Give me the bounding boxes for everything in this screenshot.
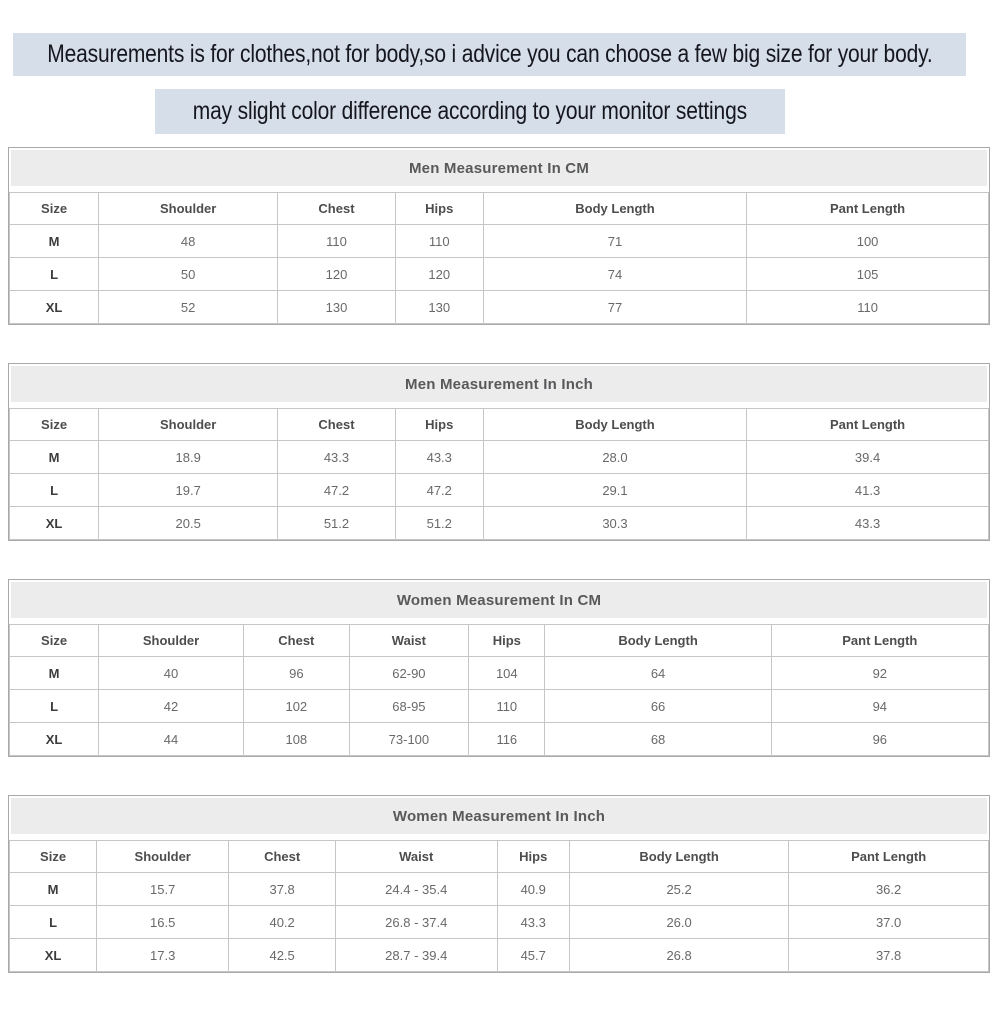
table-row-l [10, 474, 989, 507]
column-header-hips: Hips [497, 841, 569, 873]
size-cell: XL [10, 723, 99, 756]
table-row-m [10, 441, 989, 474]
value-cell: 42 [99, 690, 244, 723]
value-cell: 48 [99, 225, 278, 258]
size-cell: XL [10, 291, 99, 324]
value-cell: 77 [483, 291, 746, 324]
column-header-waist: Waist [349, 625, 468, 657]
size-cell: XL [10, 507, 99, 540]
value-cell: 100 [747, 225, 989, 258]
value-cell: 51.2 [395, 507, 483, 540]
value-cell: 37.0 [789, 906, 989, 939]
header-row [10, 193, 989, 225]
value-cell: 96 [771, 723, 988, 756]
column-header-size: Size [10, 625, 99, 657]
table-row-xl [10, 507, 989, 540]
value-cell: 116 [469, 723, 545, 756]
column-header-body-length: Body Length [545, 625, 771, 657]
size-cell: M [10, 657, 99, 690]
value-cell: 24.4 - 35.4 [335, 873, 497, 906]
value-cell: 110 [747, 291, 989, 324]
value-cell: 30.3 [483, 507, 746, 540]
measurement-notice-text: Measurements is for clothes,not for body,so i advice you can choose a few big size for your body. [46, 40, 933, 68]
value-cell: 102 [243, 690, 349, 723]
column-header-pant-length: Pant Length [747, 193, 989, 225]
value-cell: 47.2 [395, 474, 483, 507]
column-header-waist: Waist [335, 841, 497, 873]
measurement-tables [8, 147, 990, 973]
value-cell: 43.3 [747, 507, 989, 540]
value-cell: 16.5 [97, 906, 229, 939]
column-header-size: Size [10, 193, 99, 225]
column-header-hips: Hips [395, 409, 483, 441]
value-cell: 26.8 [569, 939, 788, 972]
value-cell: 96 [243, 657, 349, 690]
table-row-xl [10, 723, 989, 756]
size-cell: L [10, 258, 99, 291]
table-title: Men Measurement In Inch [11, 366, 987, 402]
column-header-body-length: Body Length [569, 841, 788, 873]
table-title: Men Measurement In CM [11, 150, 987, 186]
value-cell: 94 [771, 690, 988, 723]
column-header-pant-length: Pant Length [747, 409, 989, 441]
value-cell: 130 [395, 291, 483, 324]
size-cell: M [10, 225, 99, 258]
column-header-shoulder: Shoulder [99, 193, 278, 225]
value-cell: 66 [545, 690, 771, 723]
value-cell: 104 [469, 657, 545, 690]
measurement-table-women-inch [8, 795, 990, 973]
column-header-pant-length: Pant Length [789, 841, 989, 873]
measurement-table-men-inch [8, 363, 990, 541]
table-row-l [10, 690, 989, 723]
header-row [10, 625, 989, 657]
measurement-table-men-cm [8, 147, 990, 325]
value-cell: 92 [771, 657, 988, 690]
value-cell: 26.0 [569, 906, 788, 939]
size-cell: M [10, 441, 99, 474]
column-header-hips: Hips [395, 193, 483, 225]
table-row-l [10, 906, 989, 939]
men-inch-grid [9, 408, 989, 540]
column-header-body-length: Body Length [483, 409, 746, 441]
value-cell: 45.7 [497, 939, 569, 972]
value-cell: 41.3 [747, 474, 989, 507]
value-cell: 130 [278, 291, 395, 324]
value-cell: 15.7 [97, 873, 229, 906]
table-row-xl [10, 939, 989, 972]
column-header-size: Size [10, 409, 99, 441]
measurement-table-women-cm [8, 579, 990, 757]
table-row-m [10, 225, 989, 258]
value-cell: 68-95 [349, 690, 468, 723]
value-cell: 110 [469, 690, 545, 723]
women-cm-grid [9, 624, 989, 756]
value-cell: 20.5 [99, 507, 278, 540]
table-row-m [10, 657, 989, 690]
value-cell: 73-100 [349, 723, 468, 756]
color-notice-banner [155, 89, 785, 134]
value-cell: 37.8 [789, 939, 989, 972]
column-header-hips: Hips [469, 625, 545, 657]
size-cell: L [10, 474, 99, 507]
value-cell: 44 [99, 723, 244, 756]
measurement-notice-banner [13, 33, 966, 76]
column-header-chest: Chest [229, 841, 336, 873]
size-cell: L [10, 690, 99, 723]
value-cell: 28.0 [483, 441, 746, 474]
value-cell: 120 [395, 258, 483, 291]
header-row [10, 409, 989, 441]
table-row-xl [10, 291, 989, 324]
table-title: Women Measurement In CM [11, 582, 987, 618]
value-cell: 51.2 [278, 507, 395, 540]
value-cell: 120 [278, 258, 395, 291]
value-cell: 39.4 [747, 441, 989, 474]
column-header-shoulder: Shoulder [99, 409, 278, 441]
table-title: Women Measurement In Inch [11, 798, 987, 834]
value-cell: 37.8 [229, 873, 336, 906]
column-header-shoulder: Shoulder [97, 841, 229, 873]
value-cell: 36.2 [789, 873, 989, 906]
value-cell: 62-90 [349, 657, 468, 690]
column-header-body-length: Body Length [483, 193, 746, 225]
value-cell: 74 [483, 258, 746, 291]
column-header-shoulder: Shoulder [99, 625, 244, 657]
value-cell: 110 [278, 225, 395, 258]
value-cell: 64 [545, 657, 771, 690]
column-header-chest: Chest [278, 193, 395, 225]
value-cell: 28.7 - 39.4 [335, 939, 497, 972]
value-cell: 29.1 [483, 474, 746, 507]
value-cell: 43.3 [395, 441, 483, 474]
value-cell: 50 [99, 258, 278, 291]
value-cell: 40.2 [229, 906, 336, 939]
value-cell: 110 [395, 225, 483, 258]
value-cell: 19.7 [99, 474, 278, 507]
size-cell: M [10, 873, 97, 906]
value-cell: 43.3 [497, 906, 569, 939]
value-cell: 17.3 [97, 939, 229, 972]
value-cell: 26.8 - 37.4 [335, 906, 497, 939]
men-cm-grid [9, 192, 989, 324]
value-cell: 40 [99, 657, 244, 690]
value-cell: 47.2 [278, 474, 395, 507]
value-cell: 108 [243, 723, 349, 756]
column-header-chest: Chest [278, 409, 395, 441]
size-cell: XL [10, 939, 97, 972]
value-cell: 42.5 [229, 939, 336, 972]
value-cell: 40.9 [497, 873, 569, 906]
column-header-chest: Chest [243, 625, 349, 657]
column-header-size: Size [10, 841, 97, 873]
value-cell: 68 [545, 723, 771, 756]
value-cell: 18.9 [99, 441, 278, 474]
value-cell: 71 [483, 225, 746, 258]
value-cell: 52 [99, 291, 278, 324]
value-cell: 43.3 [278, 441, 395, 474]
color-notice-text: may slight color difference according to your monitor settings [192, 97, 748, 125]
column-header-pant-length: Pant Length [771, 625, 988, 657]
size-chart-page [0, 33, 1000, 973]
women-inch-grid [9, 840, 989, 972]
size-cell: L [10, 906, 97, 939]
value-cell: 105 [747, 258, 989, 291]
table-row-l [10, 258, 989, 291]
header-row [10, 841, 989, 873]
table-row-m [10, 873, 989, 906]
value-cell: 25.2 [569, 873, 788, 906]
